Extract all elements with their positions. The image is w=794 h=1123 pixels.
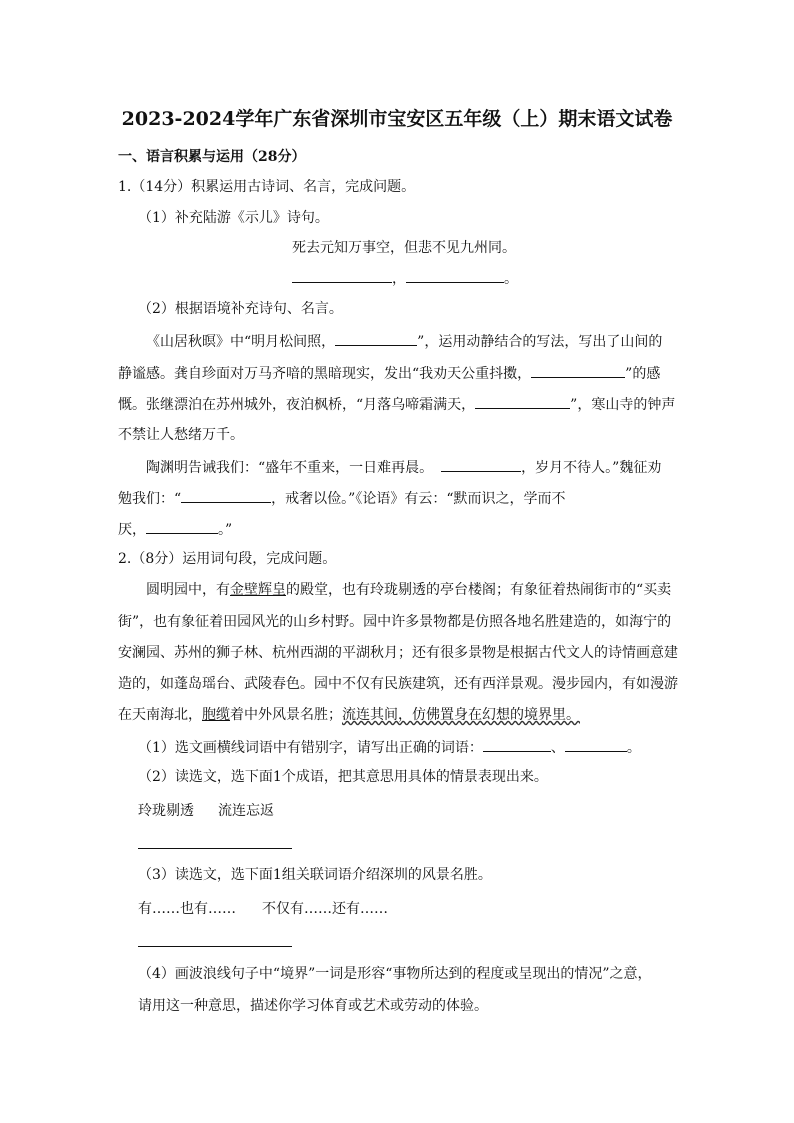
idiom-option-2: 流连忘返 [218,803,274,819]
question-2-sub2: （2）读选文，选下面1个成语，把其意思用具体的情景表现出来。 [138,769,548,785]
conjunction-option-1: 有……也有…… [138,901,236,917]
question-1-stem: 1.（14分）积累运用古诗词、名言，完成问题。 [118,179,416,195]
question-1-sub1: （1）补充陆游《示儿》诗句。 [138,210,329,226]
paragraph-line: 静谧感。龚自珍面对万马齐喑的黑暗现实，发出“我劝天公重抖擞， ”的感 [118,363,660,384]
paragraph-line: 勉我们：“ ，戒奢以俭。”《论语》有云：“默而识之，学而不 [118,488,566,509]
question-2-sub1: （1）选文画横线词语中有错别字，请写出正确的词语： 、 。 [138,737,641,758]
question-2-stem: 2.（8分）运用词句段，完成问题。 [118,551,337,567]
question-2-sub4-line1: （4）画波浪线句子中“境界”一词是形容“事物所达到的程度或呈现出的情况”之意， [138,966,652,982]
wavy-underlined-sentence: 流连其间，仿佛置身在幻想的境界里。 [342,707,580,723]
passage-line: 街”，也有象征着田园风光的山乡村野。园中许多景物都是仿照各地名胜建造的，如海宁的 [118,614,672,630]
answer-blank[interactable] [292,268,392,283]
answer-blank[interactable] [335,331,417,346]
answer-blank[interactable] [483,737,551,752]
answer-line[interactable] [138,946,292,947]
section-heading: 一、语言积累与运用（28分） [118,149,306,165]
question-1-sub2: （2）根据语境补充诗句、名言。 [138,301,343,317]
answer-blank[interactable] [181,488,271,503]
passage-line: 造的，如蓬岛瑶台、武陵春色。园中不仅有民族建筑，还有西洋景观。漫步园内，有如漫游 [118,676,678,692]
poem-blank-line: ， 。 [292,268,518,289]
answer-blank[interactable] [565,737,627,752]
answer-blank[interactable] [441,457,521,472]
poem-line: 死去元知万事空，但悲不见九州同。 [292,240,516,256]
passage-line: 圆明园中，有金壁辉皇的殿堂，也有玲珑剔透的亭台楼阁；有象征着热闹街市的“买卖 [146,582,672,598]
paragraph-line: 慨。张继漂泊在苏州城外，夜泊枫桥，“月落乌啼霜满天， ”，寒山寺的钟声 [118,394,675,415]
passage-line: 在天南海北，胞缆着中外风景名胜；流连其间，仿佛置身在幻想的境界里。 [118,707,580,723]
paragraph-line: 陶渊明告诫我们：“盛年不重来，一日难再晨。 ，岁月不待人。”魏征劝 [146,457,661,478]
answer-blank[interactable] [146,519,218,534]
question-2-sub3: （3）读选文，选下面1组关联词语介绍深圳的风景名胜。 [138,867,492,883]
paragraph-line: 厌， 。” [118,519,232,540]
paragraph-line: 《山居秋暝》中“明月松间照， ”，运用动静结合的写法，写出了山间的 [146,331,662,352]
underlined-word: 胞缆 [202,707,230,723]
conjunction-option-2: 不仅有……还有…… [262,901,388,917]
passage-line: 安澜园、苏州的狮子林、杭州西湖的平湖秋月；还有很多景物是根据古代文人的诗情画意建 [118,645,678,661]
answer-blank[interactable] [475,394,570,409]
answer-blank[interactable] [406,268,504,283]
answer-blank[interactable] [531,363,625,378]
idiom-option-1: 玲珑剔透 [138,803,194,819]
page-title: 2023-2024学年广东省深圳市宝安区五年级（上）期末语文试卷 [121,108,673,130]
answer-line[interactable] [138,848,292,849]
underlined-word: 金壁辉皇 [230,582,286,598]
paragraph-line: 不禁让人愁绪万千。 [118,427,244,443]
question-2-sub4-line2: 请用这一种意思，描述你学习体育或艺术或劳动的体验。 [138,998,488,1014]
